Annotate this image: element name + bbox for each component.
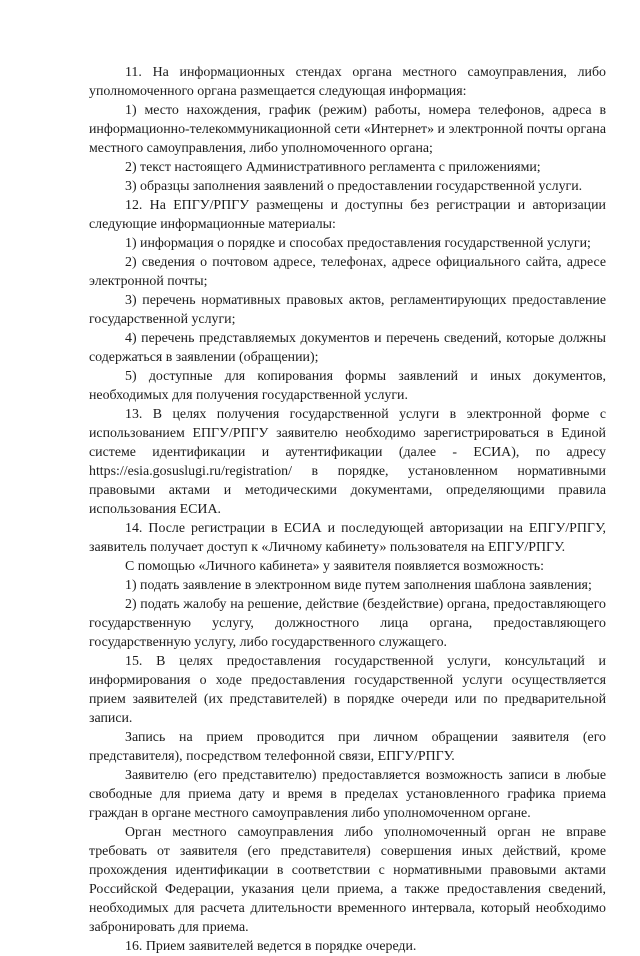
paragraph-13: 13. В целях получения государственной услуги в электронной форме с использованием ЕПГУ/РПГУ заявителю необходимо зарегистрироваться в Единой системе идентификации и аутентификации (далее - ЕСИА), по адресу https://esia.gosuslugi.ru/registration/ в порядке, установленном нормативными правовыми актами и методическими документами, определяющими правила использования ЕСИА. xyxy=(89,407,606,517)
paragraph-15-scheduling: Заявителю (его представителю) предоставляется возможность записи в любые свободные для приема дату и время в пределах установленного графика приема граждан в органе местного самоуправления либо уполномоченном органе. xyxy=(89,768,606,821)
paragraph-11-item-2: 2) текст настоящего Административного регламента с приложениями; xyxy=(125,160,541,175)
paragraph-15: 15. В целях предоставления государственной услуги, консультаций и информирования о ходе предоставления государственной услуги осуществляется прием заявителей (их представителей) в порядке очереди или по предварительной записи. xyxy=(89,654,606,726)
document-body xyxy=(89,63,606,956)
paragraph-14-item-1: 1) подать заявление в электронном виде путем заполнения шаблона заявления; xyxy=(125,578,592,593)
paragraph-14: 14. После регистрации в ЕСИА и последующей авторизации на ЕПГУ/РПГУ, заявитель получает доступ к «Личному кабинету» пользователя на ЕПГУ/РПГУ. xyxy=(89,521,606,555)
paragraph-12-item-4: 4) перечень представляемых документов и перечень сведений, которые должны содержаться в заявлении (обращении); xyxy=(89,331,606,365)
paragraph-12-item-2: 2) сведения о почтовом адресе, телефонах, адресе официального сайта, адресе электронной почты; xyxy=(89,255,606,289)
paragraph-15-restrictions: Орган местного самоуправления либо уполномоченный орган не вправе требовать от заявителя (его представителя) совершения иных действий, кроме прохождения идентификации в соответствии с нормативными правовыми актами Российской Федерации, указания цели приема, а также предоставления сведений, необходимых для расчета длительности временного интервала, который необходимо забронировать для приема. xyxy=(89,825,606,935)
paragraph-11-item-3: 3) образцы заполнения заявлений о предоставлении государственной услуги. xyxy=(125,179,583,194)
paragraph-15-appointment: Запись на прием проводится при личном обращении заявителя (его представителя), посредством телефонной связи, ЕПГУ/РПГУ. xyxy=(89,730,606,764)
paragraph-14-item-2: 2) подать жалобу на решение, действие (бездействие) органа, предоставляющего государственную услугу, должностного лица органа, предоставляющего государственную услугу, либо государственного служащего. xyxy=(89,597,606,650)
paragraph-11: 11. На информационных стендах органа местного самоуправления, либо уполномоченного органа размещается следующая информация: xyxy=(89,65,606,99)
paragraph-12: 12. На ЕПГУ/РПГУ размещены и доступны без регистрации и авторизации следующие информационные материалы: xyxy=(89,198,606,232)
paragraph-14-intro: С помощью «Личного кабинета» у заявителя появляется возможность: xyxy=(125,559,544,574)
paragraph-12-item-5: 5) доступные для копирования формы заявлений и иных документов, необходимых для получения государственной услуги. xyxy=(89,369,606,403)
paragraph-12-item-3: 3) перечень нормативных правовых актов, регламентирующих предоставление государственной услуги; xyxy=(89,293,606,327)
paragraph-12-item-1: 1) информация о порядке и способах предоставления государственной услуги; xyxy=(125,236,591,251)
paragraph-16: 16. Прием заявителей ведется в порядке очереди. xyxy=(125,939,417,954)
paragraph-11-item-1: 1) место нахождения, график (режим) работы, номера телефонов, адреса в информационно-телекоммуникационной сети «Интернет» и электронной почты органа местного самоуправления, либо уполномоченного органа; xyxy=(89,103,606,156)
